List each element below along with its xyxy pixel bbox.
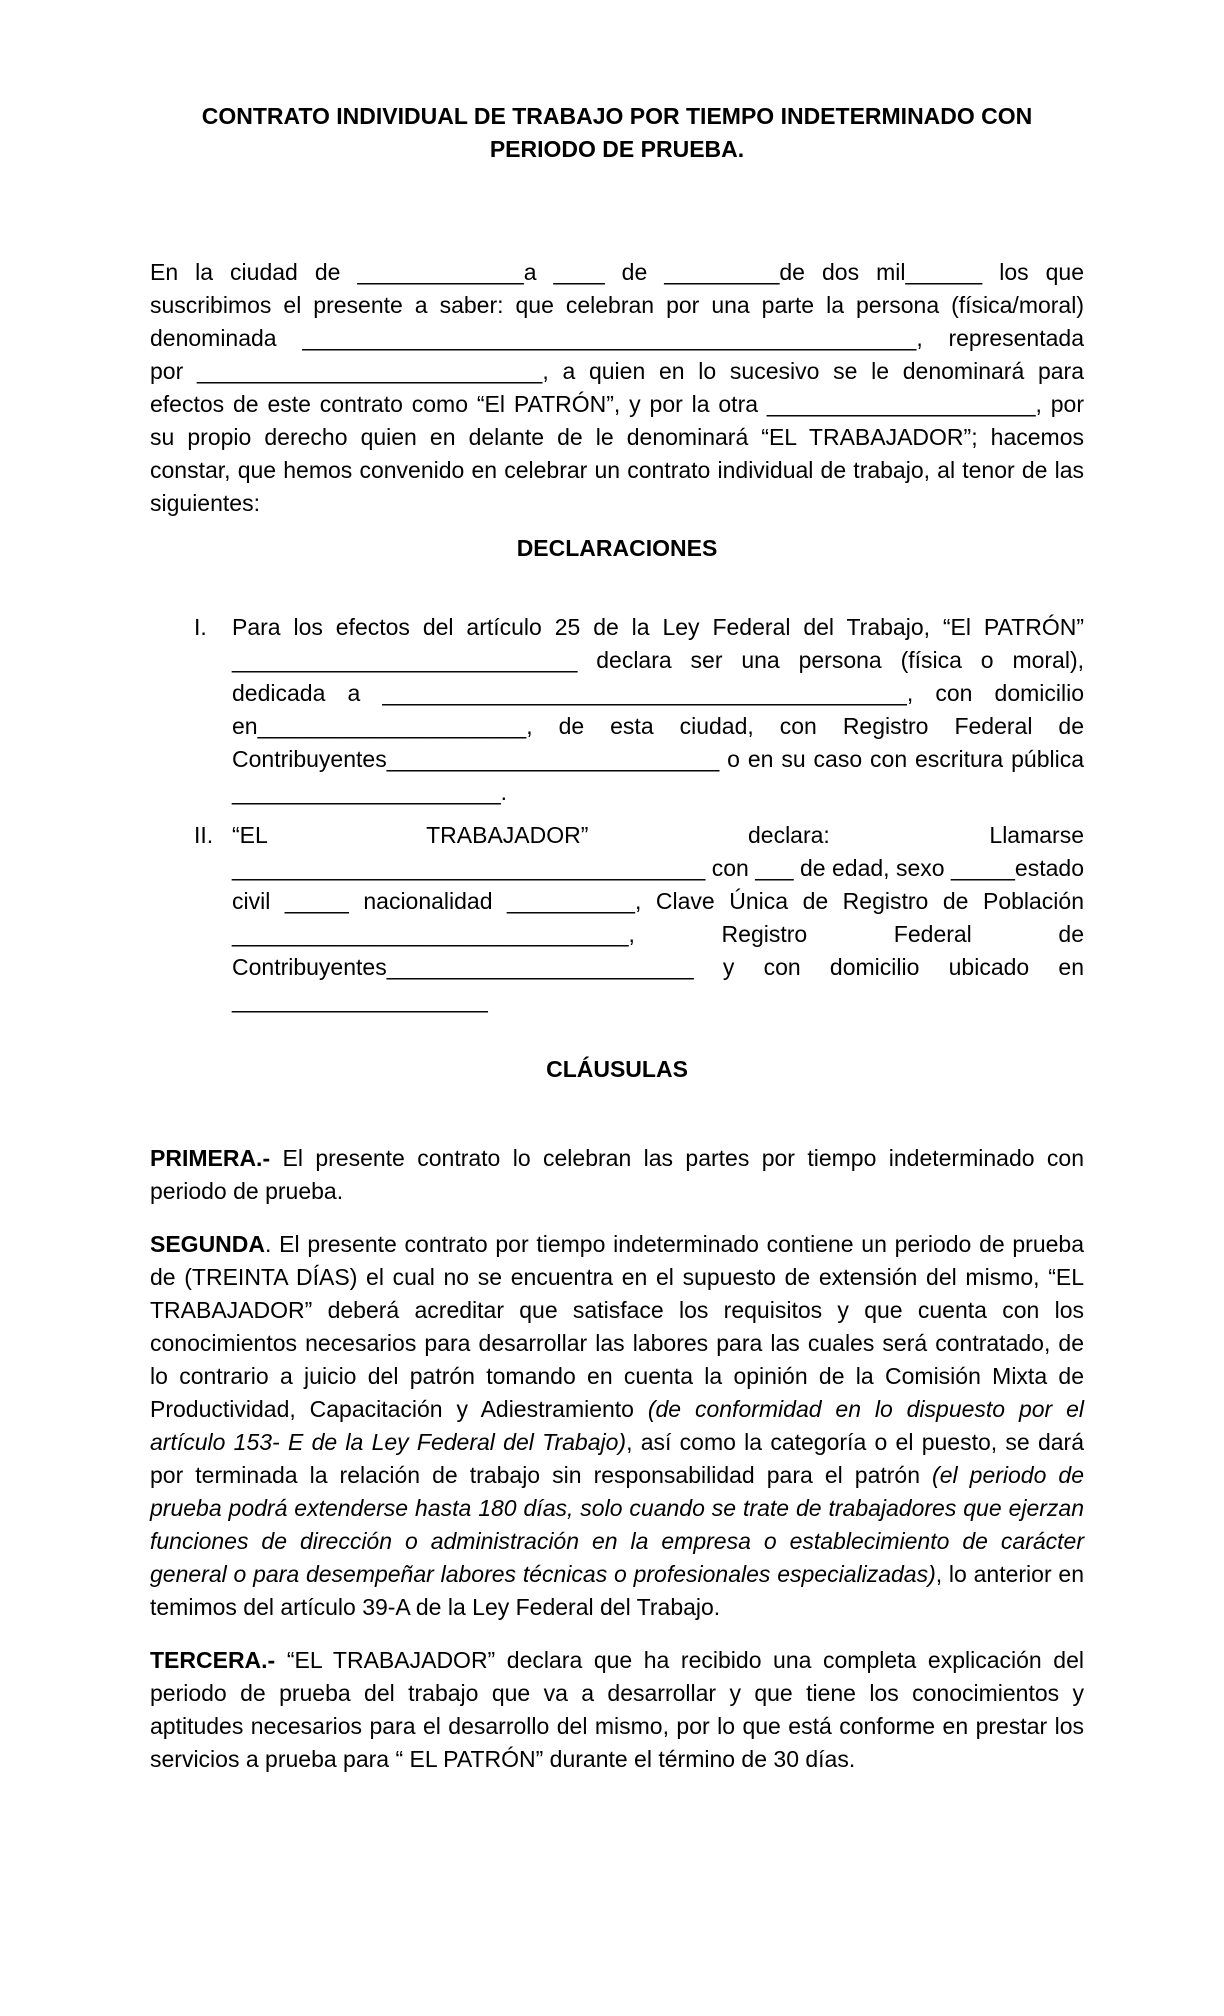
declaration-item-2 <box>150 819 1084 1017</box>
clause-text: El presente contrato lo celebran las partes por tiempo indeterminado con periodo de prueba. <box>150 1145 1084 1204</box>
clause-segunda <box>150 1228 1084 1624</box>
declaration-item-1 <box>150 611 1084 809</box>
clause-tercera <box>150 1644 1084 1776</box>
clauses-heading: CLÁUSULAS <box>546 1056 688 1082</box>
declarations-heading: DECLARACIONES <box>516 535 718 561</box>
declarations-list <box>150 611 1084 1017</box>
intro-paragraph: En la ciudad de _____________a ____ de _________de dos mil______ los que suscribimos el presente a saber: que celebran por una parte la persona (física/moral) denominada ________________________________________________, representada por ___________________________, a quien en lo sucesivo se le denominará para efectos de este contrato como “El PATRÓN”, y por la otra _____________________, por su propio derecho quien en delante de le denominará “EL TRABAJADOR”; hacemos constar, que hemos convenido en celebrar un contrato individual de trabajo, al tenor de las siguientes: <box>150 259 1084 516</box>
clause-label: SEGUNDA <box>150 1231 266 1257</box>
declaration-text: “EL TRABAJADOR” declara: Llamarse _____________________________________ con ___ de edad, sexo _____estado civil _____ nacionalidad __________, Clave Única de Registro de Población _______________________________, Registro Federal de Contribuyentes________________________ y con domicilio ubicado en ____________________ <box>232 822 1084 1013</box>
document-title: CONTRATO INDIVIDUAL DE TRABAJO POR TIEMPO INDETERMINADO CON PERIODO DE PRUEBA. <box>201 103 1033 162</box>
declaration-text: Para los efectos del artículo 25 de la Ley Federal del Trabajo, “El PATRÓN” ___________________________ declara ser una persona (física o moral), dedicada a _________________________________________, con domicilio en_____________________, de esta ciudad, con Registro Federal de Contribuyentes__________________________ o en su caso con escritura pública _____________________. <box>232 614 1084 805</box>
clause-label: PRIMERA.- <box>150 1145 271 1171</box>
clause-label: TERCERA.- <box>150 1647 276 1673</box>
clause-text: . El presente contrato por tiempo indeterminado contiene un periodo de prueba de (TREINTA DÍAS) el cual no se encuentra en el supuesto de extensión del mismo, “EL TRABAJADOR” deberá acreditar que satisface los requisitos y que cuenta con los conocimientos necesarios para desarrollar las labores para las cuales será contratado, de lo contrario a juicio del patrón tomando en cuenta la opinión de la Comisión Mixta de Productividad, Capacitación y Adiestramiento (de conformidad en lo dispuesto por el artículo 153- E de la Ley Federal del Trabajo), así como la categoría o el puesto, se dará por terminada la relación de trabajo sin responsabilidad para el patrón (el periodo de prueba podrá extenderse hasta 180 días, solo cuando se trate de trabajadores que ejerzan funciones de dirección o administración en la empresa o establecimiento de carácter general o para desempeñar labores técnicas o profesionales especializadas), lo anterior en temimos del artículo 39-A de la Ley Federal del Trabajo. <box>150 1231 1085 1620</box>
clause-primera <box>150 1142 1084 1208</box>
clause-text: “EL TRABAJADOR” declara que ha recibido una completa explicación del periodo de prueba del trabajo que va a desarrollar y que tiene los conocimientos y aptitudes necesarios para el desarrollo del mismo, por lo que está conforme en prestar los servicios a prueba para “ EL PATRÓN” durante el término de 30 días. <box>150 1647 1084 1772</box>
declaration-number: I. <box>194 614 207 640</box>
declaration-number: II. <box>194 822 214 848</box>
